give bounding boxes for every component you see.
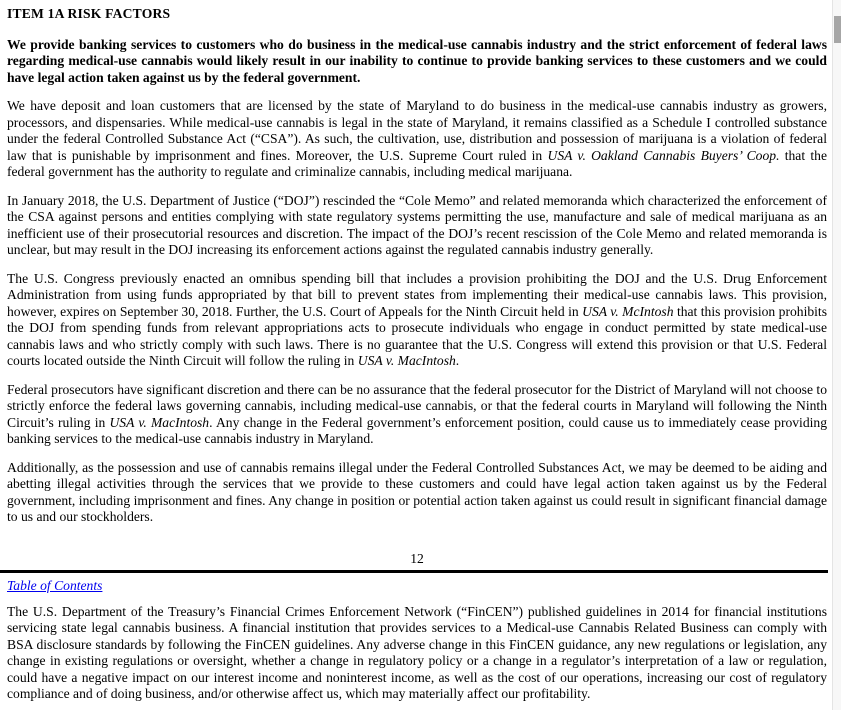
paragraph-omnibus-spending-bill: The U.S. Congress previously enacted an omnibus spending bill that includes a provision prohibiting the DOJ and the U.S. Drug Enforcement Administration from using funds appropriated by that bill to prevent states from implementing their medical-use cannabis laws. This provision, however, expires on September 30, 2018. Further, the U.S. Court of Appeals for the Ninth Circuit held in USA v. McIntosh that this provision prohibits the DOJ from spending funds from relevant appropriations acts to prosecute individuals who engage in conduct permitted by state medical-use cannabis laws and who strictly comply with such laws. There is no guarantee that the U.S. Congress will extend this provision or that U.S. Federal courts located outside the Ninth Circuit will follow the ruling in USA v. MacIntosh. [7, 270, 828, 368]
page-number: 12 [410, 550, 424, 566]
page-12-content [0, 6, 841, 567]
paragraph-deposit-loan-customers: We have deposit and loan customers that are licensed by the state of Maryland to do business in the medical-use cannabis industry as growers, processors, and dispensaries. While medical-use cannabis is legal in the state of Maryland, it remains classified as a Schedule I controlled substance under the federal Controlled Substance Act (“CSA”). As such, the cultivation, use, distribution and possession of marijuana is a violation of federal law that is punishable by imprisonment and fines. Moreover, the U.S. Supreme Court ruled in USA v. Oakland Cannabis Buyers’ Coop. that the federal government has the authority to regulate and criminalize cannabis, including medical marijuana. [7, 98, 827, 179]
risk-factor-summary-paragraph: We provide banking services to customers who do business in the medical-use cannabis industry and the strict enforcement of federal laws regarding medical-use cannabis would likely result in our inability to continue to provide banking services to these customers and we could have legal action taken against us by the federal government. [7, 36, 827, 85]
toc-link-row [7, 578, 827, 595]
table-of-contents-link[interactable]: Table of Contents [7, 578, 103, 593]
paragraph-fincen-guidelines: The U.S. Department of the Treasury’s Financial Crimes Enforcement Network (“FinCEN”) published guidelines in 2014 for financial institutions servicing state legal cannabis business. A financial institution that provides services to a Medical-use Cannabis Related Business can comply with BSA disclosure standards by following the FinCEN guidelines. Any adverse change in this FinCEN guidance, any new regulations or legislation, any change in existing regulations or oversight, whether a change in regulatory policy or a change in a regulator’s interpretation of a law or regulation, could have a negative impact on our interest income and noninterest income, as well as the cost of our operations, increasing our cost of regulatory compliance and of doing business, and/or otherwise affect us, which may materially affect our profitability. [7, 603, 827, 701]
page-13-content [0, 578, 841, 703]
page-break-rule [0, 570, 828, 573]
section-heading: ITEM 1A RISK FACTORS [7, 6, 171, 21]
document-page [0, 6, 841, 703]
vertical-scrollbar[interactable] [832, 0, 841, 710]
paragraph-aiding-abetting: Additionally, as the possession and use of cannabis remains illegal under the Federal Controlled Substances Act, we may be deemed to be aiding and abetting illegal activities through the services that we provide to these customers and could have legal action taken against us by the Federal government, including imprisonment and fines. Any change in position or potential action taken against us could result in significant financial damage to us and our stockholders. [7, 459, 827, 524]
paragraph-federal-prosecutors: Federal prosecutors have significant discretion and there can be no assurance that the federal prosecutor for the District of Maryland will not choose to strictly enforce the federal laws governing cannabis, including medical-use cannabis, or that the federal courts in Maryland will following the Ninth Circuit’s ruling in USA v. MacIntosh. Any change in the Federal government’s enforcement position, could cause us to immediately cease providing banking services to the medical-use cannabis industry in Maryland. [7, 381, 828, 446]
scrollbar-thumb[interactable] [834, 16, 841, 43]
paragraph-doj-cole-memo: In January 2018, the U.S. Department of Justice (“DOJ”) rescinded the “Cole Memo” and related memoranda which characterized the enforcement of the CSA against persons and entities complying with state regulatory systems permitting the use, manufacture and sale of medical marijuana as an inefficient use of their prosecutorial resources and discretion. The impact of the DOJ’s recent rescission of the Cole Memo and related memoranda is unclear, but may result in the DOJ increasing its enforcement actions against the regulated cannabis industry generally. [7, 192, 827, 257]
